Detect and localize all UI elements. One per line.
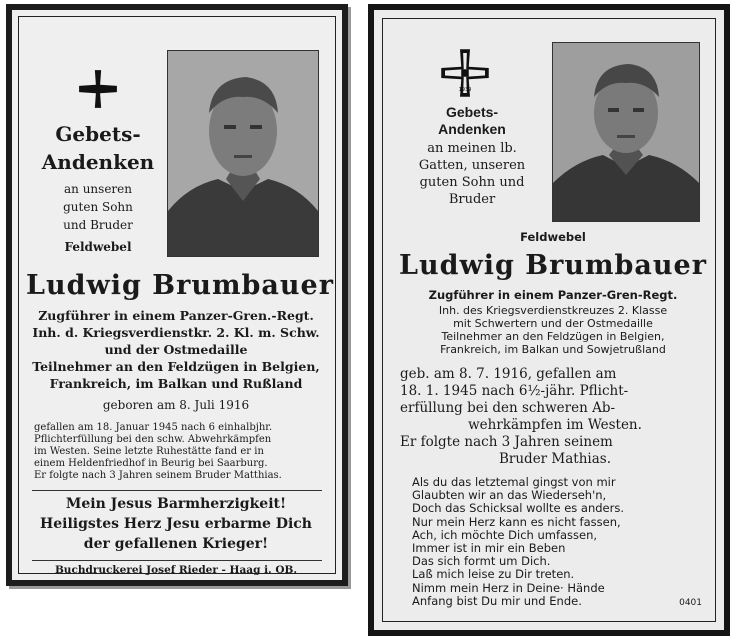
dedication-line: an meinen lb. [427, 141, 517, 156]
rank-label: Feldwebel [520, 230, 586, 244]
dedication-line: an unseren [64, 182, 132, 196]
decoration-line: Teilnehmer an den Feldzügen in Belgien, [441, 330, 665, 343]
card-number: 0401 [679, 598, 702, 608]
biography-line: Bruder Mathias. [498, 451, 612, 467]
poem-line: Das sich formt um Dich. [412, 554, 551, 569]
unit-line: Zugführer in einem Panzer-Gren-Regt. [428, 288, 678, 302]
biography-line: 18. 1. 1945 nach 6½-jähr. Pflicht- [400, 383, 629, 399]
prayer-line: Mein Jesus Barmherzigkeit! [65, 496, 287, 512]
poem-line: Anfang bist Du mir und Ende. [412, 593, 582, 608]
obituary-text [34, 422, 324, 482]
obituary-line: Er folgte nach 3 Jahren seinem Bruder Matthias. [34, 470, 282, 481]
biography-text [400, 366, 710, 468]
obituary-line: gefallen am 18. Januar 1945 nach 6 einhalbjhr. [34, 422, 273, 433]
biography-line: erfüllung bei den schweren Ab- [400, 400, 616, 416]
decoration-line: Inh. des Kriegsverdienstkreuzes 2. Klasse [438, 304, 668, 317]
service-line: Teilnehmer an den Feldzügen in Belgien, [32, 359, 320, 374]
header-line-1: Gebets- [445, 104, 499, 120]
service-line: und der Ostmedaille [104, 342, 248, 357]
prayer-line: Heiligstes Herz Jesu erbarme Dich [40, 516, 312, 532]
deceased-name: Ludwig Brumbauer [399, 250, 707, 281]
dedication-line: guten Sohn [63, 200, 133, 214]
dedication-line: Bruder [448, 192, 496, 207]
obituary-line: Pflichterfüllung bei den schw. Abwehrkämpfen [34, 434, 272, 445]
biography-line: Er folgte nach 3 Jahren seinem [400, 434, 613, 450]
obituary-line: einem Heldenfriedhof in Beurig bei Saarburg. [34, 458, 268, 469]
poem-line: Als du das letztemal gingst von mir [412, 475, 616, 489]
header-line-2: Andenken [41, 150, 155, 174]
poem [412, 476, 702, 608]
service-line: Inh. d. Kriegsverdienstkr. 2. Kl. m. Schw. [32, 325, 320, 340]
iron-cross-1939-icon [440, 48, 490, 98]
poem-line: Nur mein Herz kann es nicht fassen, [412, 514, 621, 529]
service-line: Frankreich, im Balkan und Rußland [49, 376, 303, 391]
dedication-line: und Bruder [63, 218, 133, 232]
printer-credit: Buchdruckerei Josef Rieder - Haag i. OB. [54, 564, 298, 576]
memorial-card-right [368, 4, 730, 636]
poem-line: Nimm mein Herz in Deine· Hände [412, 580, 605, 595]
service-line: Zugführer in einem Panzer-Gren.-Regt. [38, 308, 314, 323]
memorial-card-left [6, 4, 348, 586]
divider [32, 490, 322, 491]
deceased-name: Ludwig Brumbauer [26, 270, 334, 301]
prayer-line: der gefallenen Krieger! [83, 536, 269, 552]
decoration-line: Frankreich, im Balkan und Sowjetrußland [440, 343, 666, 356]
soldier-portrait [167, 50, 319, 257]
iron-cross-icon [77, 68, 119, 110]
poem-line: Immer ist in mir ein Beben [412, 541, 566, 556]
decoration-line: mit Schwertern und der Ostmedaille [453, 317, 653, 330]
poem-line: Doch das Schicksal wollte es anders. [412, 501, 625, 516]
poem-line: Ach, ich möchte Dich umfassen, [412, 527, 598, 542]
dedication-line: guten Sohn und [419, 175, 525, 190]
header-line-2: Andenken [438, 121, 506, 137]
rank-label: Feldwebel [64, 240, 132, 254]
biography-line: wehrkämpfen im Westen. [468, 417, 642, 433]
cross-year: 1939 [458, 87, 472, 94]
poem-line: Laß mich leise zu Dir treten. [412, 567, 575, 582]
divider [32, 560, 322, 561]
birth-date: geboren am 8. Juli 1916 [102, 398, 250, 412]
obituary-line: im Westen. Seine letzte Ruhestätte fand er in [34, 446, 264, 457]
header-line-1: Gebets- [55, 122, 141, 146]
poem-line: Glaubten wir an das Wiederseh'n, [412, 488, 607, 503]
biography-line: geb. am 8. 7. 1916, gefallen am [400, 366, 617, 382]
soldier-portrait [552, 42, 700, 222]
dedication-line: Gatten, unseren [418, 158, 526, 173]
